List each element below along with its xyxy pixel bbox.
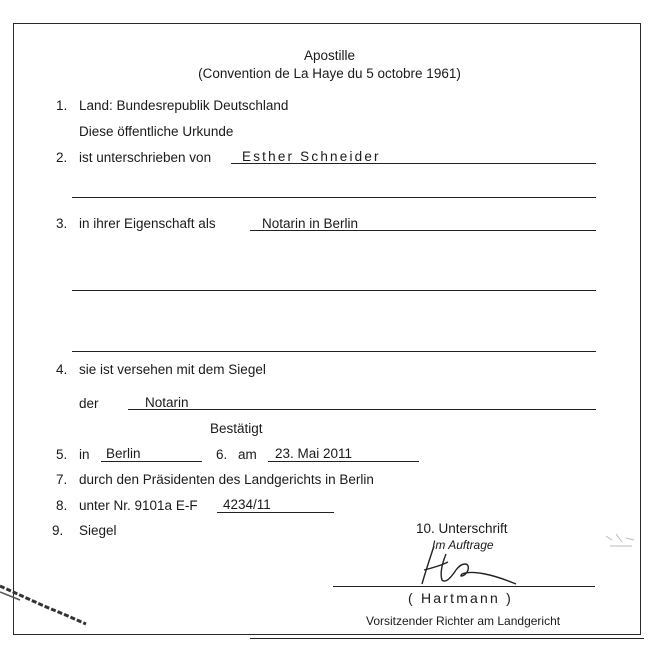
item-number-6: 6. (216, 447, 228, 462)
capacity-value: Notarin in Berlin (262, 216, 359, 231)
im-auftrage-label: Im Auftrage (432, 538, 494, 552)
land-line: Land: Bundesrepublik Deutschland (79, 98, 289, 113)
number-underline (217, 512, 334, 513)
scan-edge-mark (0, 580, 90, 630)
signed-by-label: ist unterschrieben von (79, 150, 212, 165)
blank-line-2 (72, 290, 596, 291)
faint-stamp-mark (602, 528, 642, 552)
blank-line-3 (72, 351, 596, 352)
der-value: Notarin (145, 395, 189, 410)
date-underline (268, 461, 419, 462)
item-number-9: 9. (52, 523, 64, 538)
signed-by-underline (231, 163, 596, 164)
item-number-7: 7. (56, 472, 68, 487)
capacity-label: in ihrer Eigenschaft als (79, 216, 216, 231)
item-number-4: 4. (56, 362, 68, 377)
handwritten-signature (412, 540, 532, 592)
blank-line-1 (72, 197, 596, 198)
apostille-title: Apostille (303, 48, 356, 63)
item-number-3: 3. (56, 216, 68, 231)
in-value: Berlin (106, 446, 141, 461)
signer-title: Vorsitzender Richter am Landgericht (366, 614, 561, 628)
number-value: 4234/11 (223, 497, 271, 512)
confirmed-label: Bestätigt (210, 421, 263, 436)
convention-subtitle: (Convention de La Haye du 5 octobre 1961) (198, 66, 461, 81)
date-value: 23. Mai 2011 (275, 446, 353, 461)
signer-name: ( Hartmann ) (408, 590, 513, 606)
signature-heading: 10. Unterschrift (416, 521, 508, 536)
seal-label: sie ist versehen mit dem Siegel (79, 362, 266, 377)
item-number-1: 1. (56, 98, 68, 113)
item-number-5: 5. (56, 447, 68, 462)
bottom-rule (250, 638, 644, 639)
item-number-8: 8. (56, 498, 68, 513)
am-label: am (238, 447, 257, 462)
item-number-2: 2. (56, 150, 68, 165)
signed-by-name: Esther Schneider (242, 149, 381, 164)
in-label: in (79, 447, 90, 462)
der-label: der (79, 396, 99, 411)
number-label: unter Nr. 9101a E-F (79, 498, 198, 513)
urkunde-line: Diese öffentliche Urkunde (79, 124, 234, 139)
issued-by-label: durch den Präsidenten des Landgerichts in Berlin (79, 472, 374, 487)
capacity-underline (250, 230, 596, 231)
signature-line (333, 586, 595, 587)
document-border (13, 23, 641, 635)
seal-field-label: Siegel (79, 523, 117, 538)
der-underline (128, 409, 596, 410)
in-underline (101, 461, 202, 462)
